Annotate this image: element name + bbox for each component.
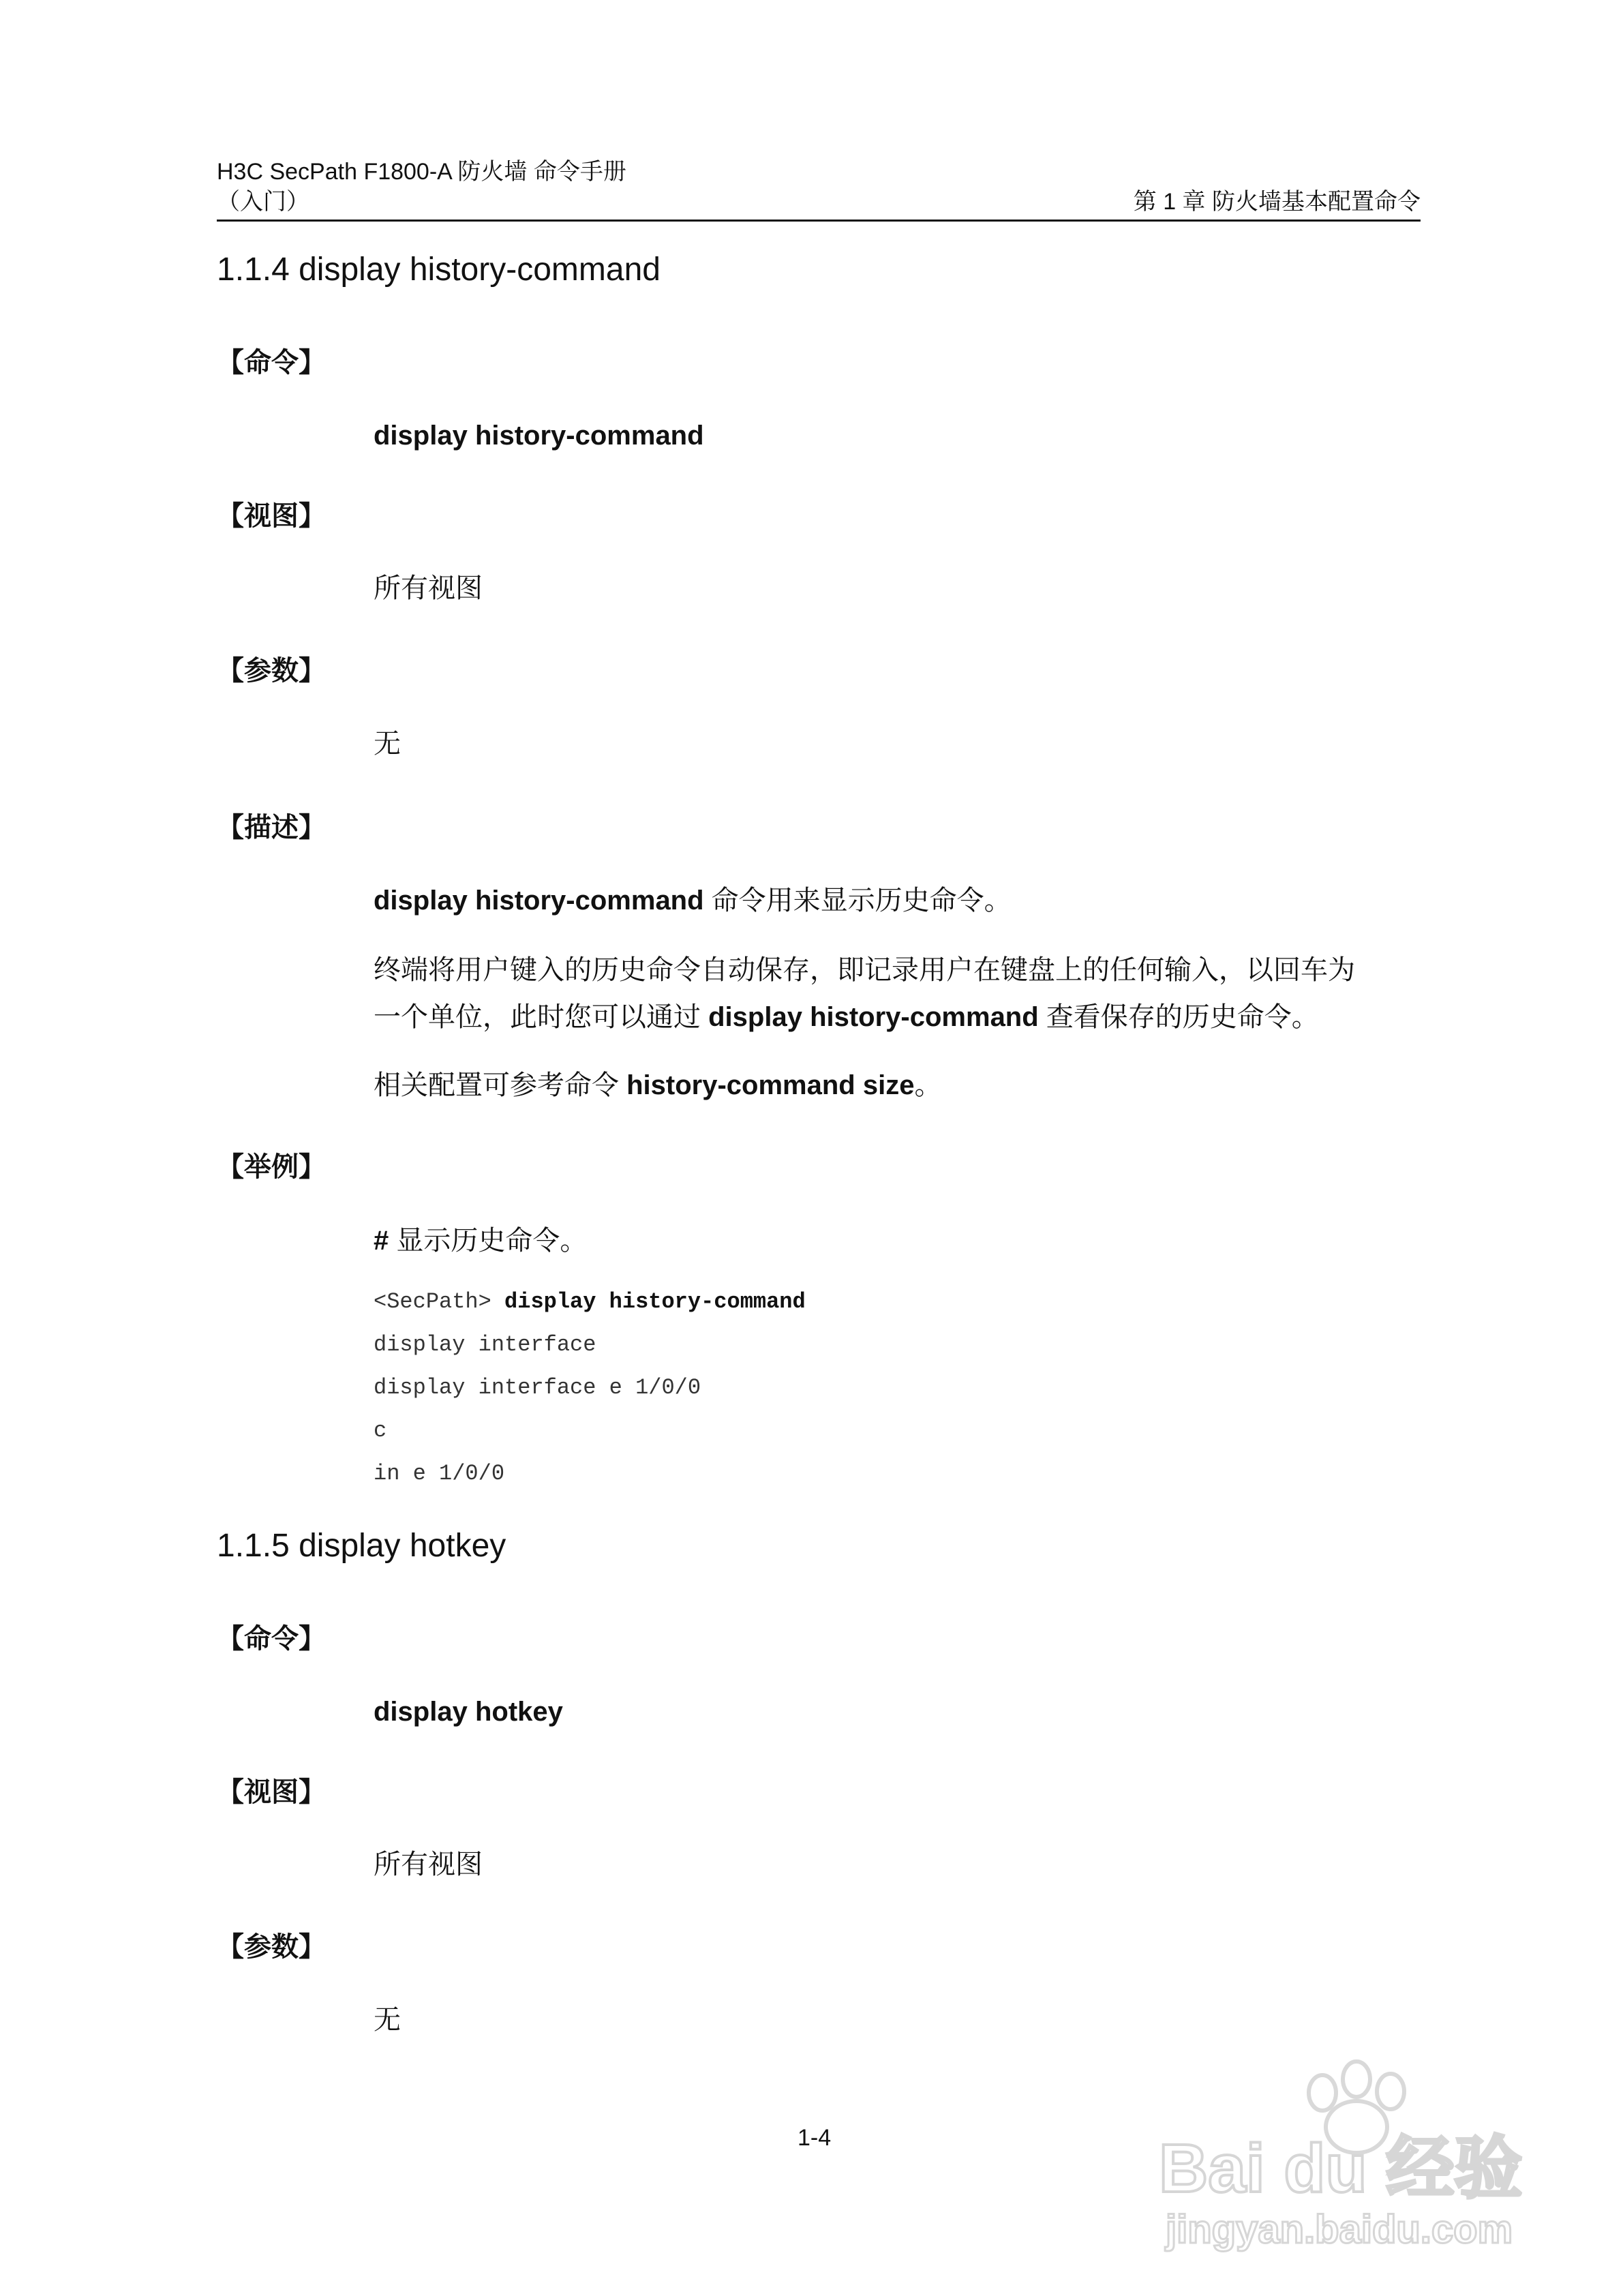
desc-line2-pre: 一个单位，此时您可以通过 [374, 1002, 709, 1032]
desc-command: display history-command [374, 886, 704, 916]
desc-paragraph-1 [374, 883, 1012, 918]
params-label: 【参数】 [217, 1932, 326, 1962]
view-label: 【视图】 [217, 1777, 326, 1807]
view-value: 所有视图 [374, 573, 483, 603]
baidu-jingyan-watermark [1152, 2052, 1534, 2256]
desc-line2-post: 查看保存的历史命令。 [1038, 1002, 1319, 1032]
example-label: 【举例】 [217, 1152, 326, 1182]
code-prompt: <SecPath> [374, 1289, 505, 1314]
header-rule [217, 220, 1421, 222]
desc-related-pre: 相关配置可参考命令 [374, 1070, 627, 1100]
desc-related-post: 。 [914, 1070, 942, 1100]
header-volume: （入门） [217, 189, 309, 215]
command-label: 【命令】 [217, 348, 326, 378]
section-title-1-1-4: 1.1.4 display history-command [217, 252, 661, 288]
code-line: in e 1/0/0 [374, 1461, 505, 1486]
command-syntax: display hotkey [374, 1697, 563, 1727]
code-line-prompt [374, 1288, 806, 1316]
watermark-url: jingyan.baidu.com [1166, 2207, 1513, 2252]
example-caption [374, 1224, 587, 1258]
code-line: display interface e 1/0/0 [374, 1375, 701, 1400]
params-value: 无 [374, 2005, 401, 2035]
section-title-1-1-5: 1.1.5 display hotkey [217, 1528, 506, 1564]
desc-text: 命令用来显示历史命令。 [703, 886, 1012, 916]
example-hash: # [374, 1226, 389, 1256]
view-value: 所有视图 [374, 1849, 483, 1879]
desc-label: 【描述】 [217, 813, 326, 843]
page-number: 1-4 [798, 2125, 832, 2151]
code-line: display interface [374, 1332, 596, 1357]
view-label: 【视图】 [217, 501, 326, 531]
command-syntax: display history-command [374, 421, 704, 451]
desc-line2-command: display history-command [708, 1002, 1039, 1032]
params-label: 【参数】 [217, 656, 326, 686]
command-label: 【命令】 [217, 1624, 326, 1654]
watermark-brand: Bai du 经验 [1159, 2130, 1523, 2207]
desc-paragraph-2-line-1: 终端将用户键入的历史命令自动保存，即记录用户在键盘上的任何输入，以回车为 [374, 955, 1355, 985]
example-text: 显示历史命令。 [389, 1226, 588, 1256]
desc-related-command: history-command size [626, 1070, 915, 1100]
params-value: 无 [374, 729, 401, 759]
header-chapter: 第 1 章 防火墙基本配置命令 [1133, 189, 1421, 215]
desc-paragraph-2-line-2 [374, 1000, 1319, 1034]
code-line: c [374, 1418, 387, 1443]
header-product: H3C SecPath F1800-A 防火墙 命令手册 [217, 159, 626, 185]
code-command: display history-command [504, 1289, 806, 1314]
desc-paragraph-3 [374, 1068, 941, 1102]
